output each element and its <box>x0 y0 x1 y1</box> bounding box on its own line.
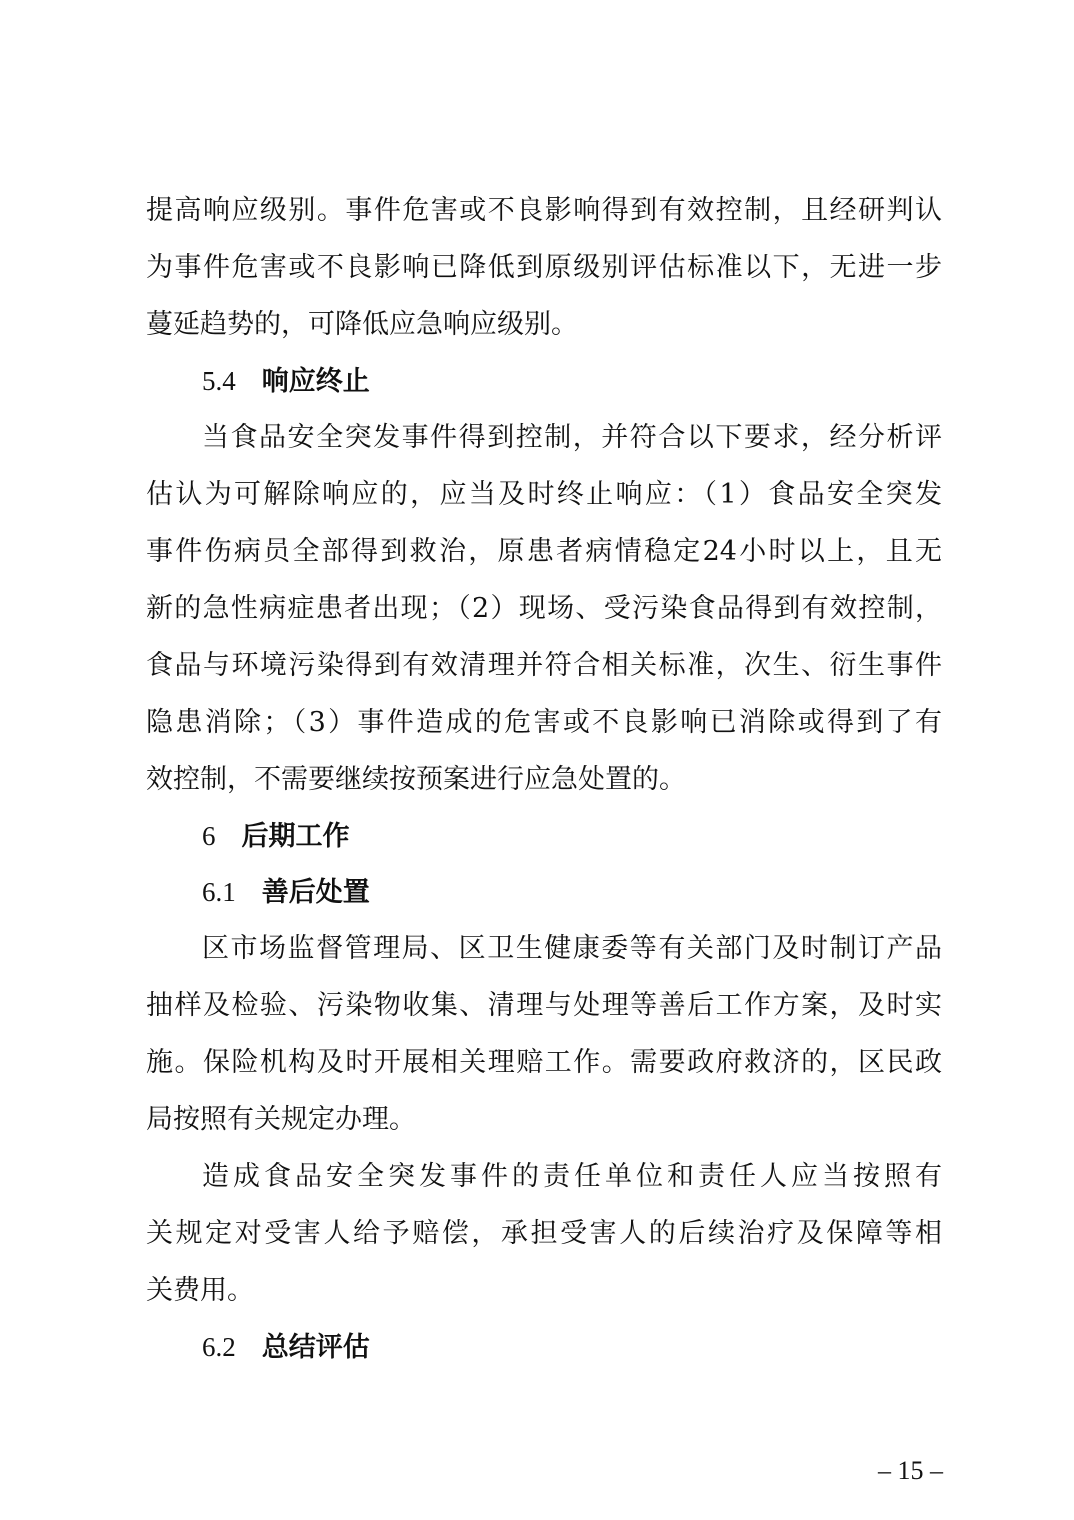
text-line: 抽样及检验、污染物收集、清理与处理等善后工作方案，及时实 <box>146 990 942 1021</box>
paragraph-response-termination <box>146 409 942 808</box>
text-line: 施。保险机构及时开展相关理赔工作。需要政府救济的，区民政 <box>146 1047 942 1078</box>
section-number: 6 <box>202 821 216 851</box>
section-heading-6-2 <box>146 1319 942 1375</box>
text-line: 当食品安全突发事件得到控制，并符合以下要求，经分析评 <box>202 422 942 453</box>
section-number: 5.4 <box>202 366 236 396</box>
section-title: 善后处置 <box>261 877 370 908</box>
text-line: 蔓延趋势的，可降低应急响应级别。 <box>146 309 578 340</box>
continued-paragraph <box>146 182 942 353</box>
text-line: 食品与环境污染得到有效清理并符合相关标准，次生、衍生事件 <box>146 650 942 681</box>
text-line: 关规定对受害人给予赔偿，承担受害人的后续治疗及保障等相 <box>146 1218 942 1249</box>
text-line: 新的急性病症患者出现；（2）现场、受污染食品得到有效控制， <box>146 593 942 624</box>
section-number: 6.2 <box>202 1332 236 1362</box>
section-heading-6-1 <box>146 864 942 920</box>
text-line: 为事件危害或不良影响已降低到原级别评估标准以下，无进一步 <box>146 252 942 283</box>
section-heading-6 <box>146 808 942 864</box>
text-line: 提高响应级别。事件危害或不良影响得到有效控制，且经研判认 <box>146 195 942 226</box>
text-line: 估认为可解除响应的，应当及时终止响应：（1）食品安全突发 <box>146 479 942 510</box>
text-line: 造成食品安全突发事件的责任单位和责任人应当按照有 <box>202 1161 942 1192</box>
section-title: 响应终止 <box>261 366 370 397</box>
document-page <box>146 182 942 1375</box>
text-line: 隐患消除；（3）事件造成的危害或不良影响已消除或得到了有 <box>146 707 942 738</box>
section-number: 6.1 <box>202 877 236 907</box>
section-title: 后期工作 <box>241 821 350 852</box>
text-line: 效控制，不需要继续按预案进行应急处置的。 <box>146 764 686 795</box>
paragraph-aftermath-1 <box>146 920 942 1148</box>
text-line: 区市场监督管理局、区卫生健康委等有关部门及时制订产品 <box>202 933 942 964</box>
page-number: – 15 – <box>878 1456 943 1485</box>
paragraph-aftermath-2 <box>146 1148 942 1319</box>
text-line: 局按照有关规定办理。 <box>146 1104 416 1135</box>
section-title: 总结评估 <box>261 1332 370 1363</box>
text-line: 事件伤病员全部得到救治，原患者病情稳定24小时以上，且无 <box>146 536 942 567</box>
section-heading-5-4 <box>146 353 942 409</box>
text-line: 关费用。 <box>146 1275 254 1306</box>
